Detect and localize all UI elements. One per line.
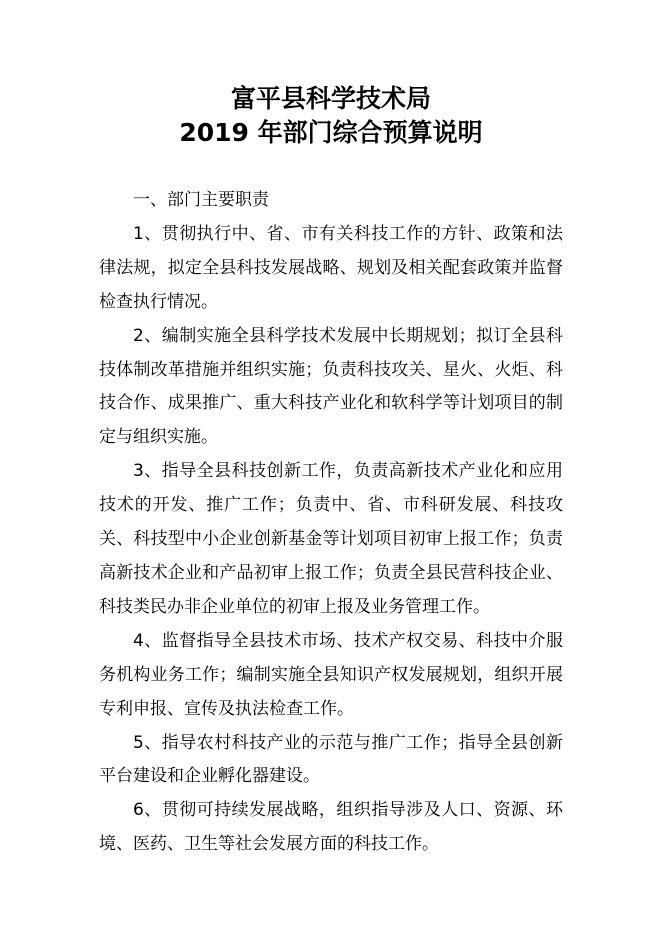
duty-item-2: 2、编制实施全县科学技术发展中长期规划；拟订全县科技体制改革措施并组织实施；负责科技攻关、星火、火炬、科技合作、成果推广、重大科技产业化和软科学等计划项目的制定与组织实施。	[99, 325, 563, 448]
document-title-line-2: 2019 年部门综合预算说明	[179, 118, 483, 147]
duty-item-5: 5、指导农村科技产业的示范与推广工作；指导全县创新平台建设和企业孵化器建设。	[99, 732, 563, 787]
document-body	[99, 184, 563, 862]
document-title-line-1: 富平县科学技术局	[230, 84, 431, 113]
duty-item-6: 6、贯彻可持续发展战略，组织指导涉及人口、资源、环境、医药、卫生等社会发展方面的科技工作。	[99, 800, 563, 855]
section-heading: 一、部门主要职责	[133, 190, 269, 210]
duty-item-3: 3、指导全县科技创新工作，负责高新技术产业化和应用技术的开发、推广工作；负责中、省、市科研发展、科技攻关、科技型中小企业创新基金等计划项目初审上报工作；负责高新技术企业和产品初审上报工作；负责全县民营科技企业、科技类民办非企业单位的初审上报及业务管理工作。	[99, 461, 563, 617]
duty-item-1: 1、贯彻执行中、省、市有关科技工作的方针、政策和法律法规，拟定全县科技发展战略、规划及相关配套政策并监督检查执行情况。	[99, 223, 563, 312]
duty-item-4: 4、监督指导全县技术市场、技术产权交易、科技中介服务机构业务工作；编制实施全县知识产权发展规划，组织开展专利申报、宣传及执法检查工作。	[99, 630, 563, 719]
